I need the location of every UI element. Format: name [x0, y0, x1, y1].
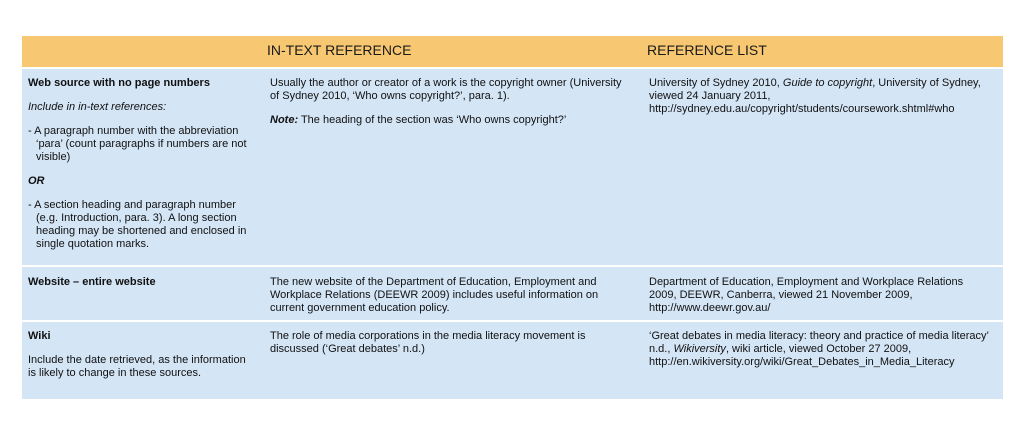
source-type-cell — [22, 77, 267, 265]
source-type-cell — [22, 330, 267, 399]
header-col-reflist: REFERENCE LIST — [647, 42, 767, 58]
reflist-cell — [647, 330, 1003, 399]
intext-cell — [267, 77, 647, 265]
reference-entry — [649, 330, 993, 369]
reference-text: , wiki article, viewed October 27 2009, http://en.wikiversity.org/wiki/Great_Debates_in_Media_Literacy — [649, 343, 955, 368]
reference-entry — [649, 77, 993, 116]
note-line — [270, 114, 633, 127]
reference-entry: Department of Education, Employment and Workplace Relations 2009, DEEWR, Canberra, viewed 21 November 2009, http://www.deewr.gov.au/ — [649, 276, 964, 314]
note-label: Note: — [270, 114, 299, 126]
intext-example: Usually the author or creator of a work is the copyright owner (University of Sydney 2010, ‘Who owns copyright?’, para. 1). — [270, 77, 622, 102]
source-type-cell — [22, 276, 267, 320]
intext-example: The new website of the Department of Education, Employment and Workplace Relations (DEEWR 2009) includes useful information on current government education policy. — [270, 276, 599, 314]
reflist-cell — [647, 77, 1003, 265]
reference-text: , University of Sydney, viewed 24 January 2011, http://sydney.edu.au/copyright/students/coursework.shtml#who — [649, 77, 981, 115]
header-col-source — [22, 36, 267, 67]
source-type-description: Include the date retrieved, as the information is likely to change in these sources. — [28, 354, 246, 379]
reference-title: Wikiversity — [673, 343, 726, 355]
reflist-cell — [647, 276, 1003, 320]
intext-cell — [267, 276, 647, 320]
intext-cell — [267, 330, 647, 399]
table-header — [22, 36, 1003, 67]
table-row — [22, 67, 1003, 265]
reference-title: Guide to copyright — [782, 77, 873, 89]
note-text: The heading of the section was ‘Who owns copyright?’ — [298, 114, 567, 126]
header-col-intext: IN-TEXT REFERENCE — [267, 42, 412, 58]
guideline-item: - A section heading and paragraph number (e.g. Introduction, para. 3). A long section heading may be shortened and enclosed in single quotation marks. — [28, 199, 247, 250]
referencing-table — [22, 36, 1003, 399]
source-type-title: Website – entire website — [28, 276, 156, 288]
intext-example: The role of media corporations in the media literacy movement is discussed (‘Great debates’ n.d.) — [270, 330, 586, 355]
include-label: Include in in-text references: — [28, 101, 167, 113]
table-row — [22, 265, 1003, 320]
or-label: OR — [28, 175, 45, 187]
source-type-title: Web source with no page numbers — [28, 77, 210, 89]
guideline-item: - A paragraph number with the abbreviation ‘para’ (count paragraphs if numbers are not visible) — [28, 125, 247, 163]
reference-text: University of Sydney 2010, — [649, 77, 783, 89]
table-row — [22, 320, 1003, 399]
reference-text: ‘Great debates in media literacy: theory and practice of media literacy’ n.d., — [649, 330, 989, 355]
source-type-title: Wiki — [28, 330, 51, 342]
